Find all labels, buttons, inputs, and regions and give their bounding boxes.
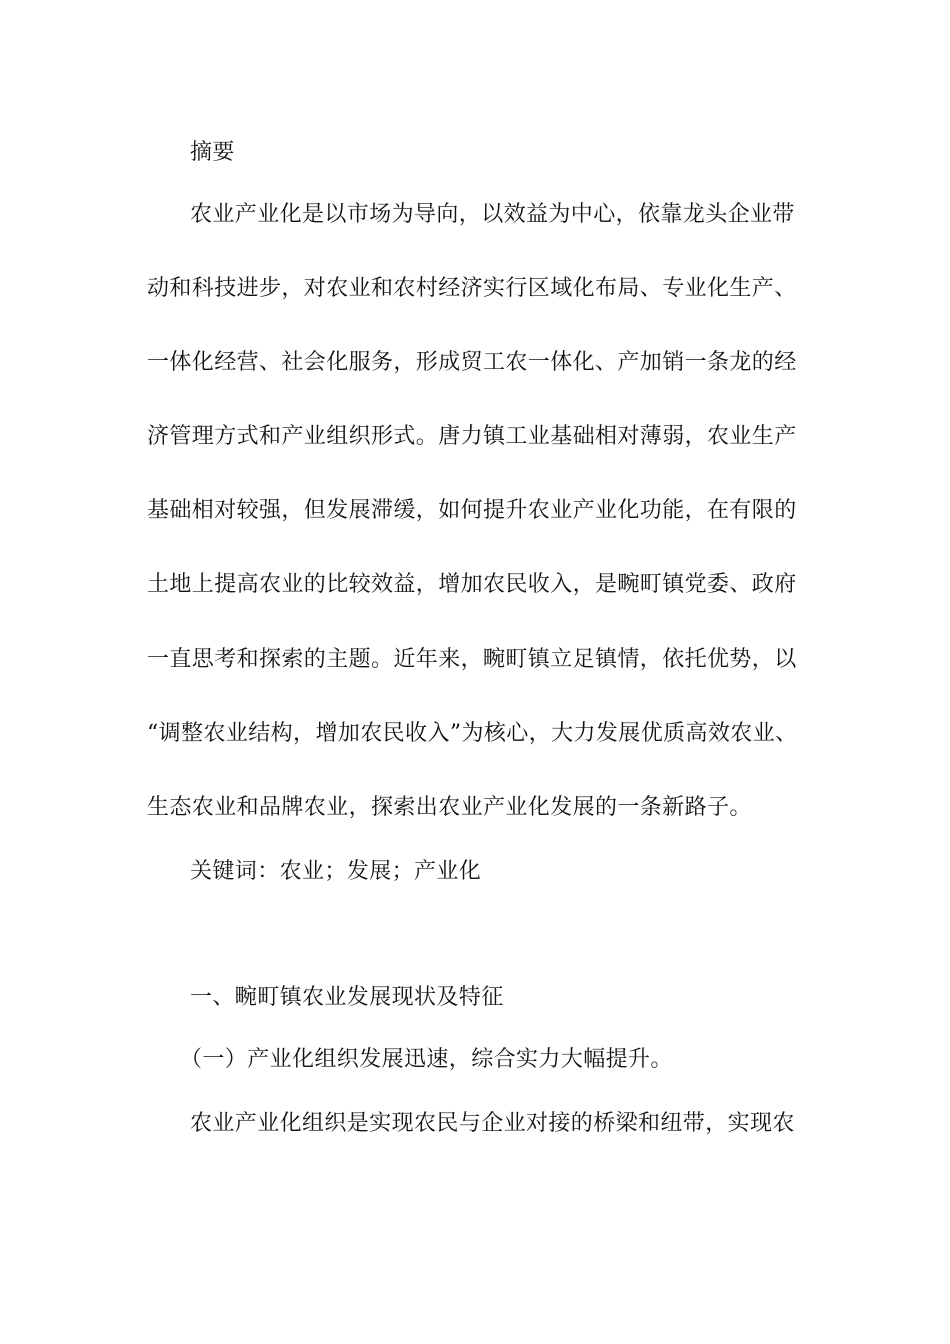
abstract-line: 一直思考和探索的主题。近年来，畹町镇立足镇情，依托优势，以 <box>147 647 797 672</box>
section-heading: 一、畹町镇农业发展现状及特征 <box>190 985 504 1010</box>
abstract-line: 基础相对较强，但发展滞缓，如何提升农业产业化功能，在有限的 <box>147 498 797 523</box>
abstract-heading: 摘要 <box>190 140 235 165</box>
abstract-line: 土地上提高农业的比较效益，增加农民收入，是畹町镇党委、政府 <box>147 572 797 597</box>
abstract-line: 生态农业和品牌农业，探索出农业产业化发展的一条新路子。 <box>147 795 752 820</box>
abstract-line: 动和科技进步，对农业和农村经济实行区域化布局、专业化生产、 <box>147 276 797 301</box>
body-line: 农业产业化组织是实现农民与企业对接的桥梁和纽带，实现农 <box>190 1111 795 1136</box>
abstract-line: 一体化经营、社会化服务，形成贸工农一体化、产加销一条龙的经 <box>147 350 797 375</box>
abstract-line: 济管理方式和产业组织形式。唐力镇工业基础相对薄弱，农业生产 <box>147 424 797 449</box>
keywords: 关键词：农业；发展；产业化 <box>190 859 482 884</box>
abstract-line: “调整农业结构，增加农民收入”为核心，大力发展优质高效农业、 <box>147 721 798 746</box>
abstract-line: 农业产业化是以市场为导向，以效益为中心，依靠龙头企业带 <box>190 202 795 227</box>
subsection-heading: （一）产业化组织发展迅速，综合实力大幅提升。 <box>180 1047 673 1072</box>
